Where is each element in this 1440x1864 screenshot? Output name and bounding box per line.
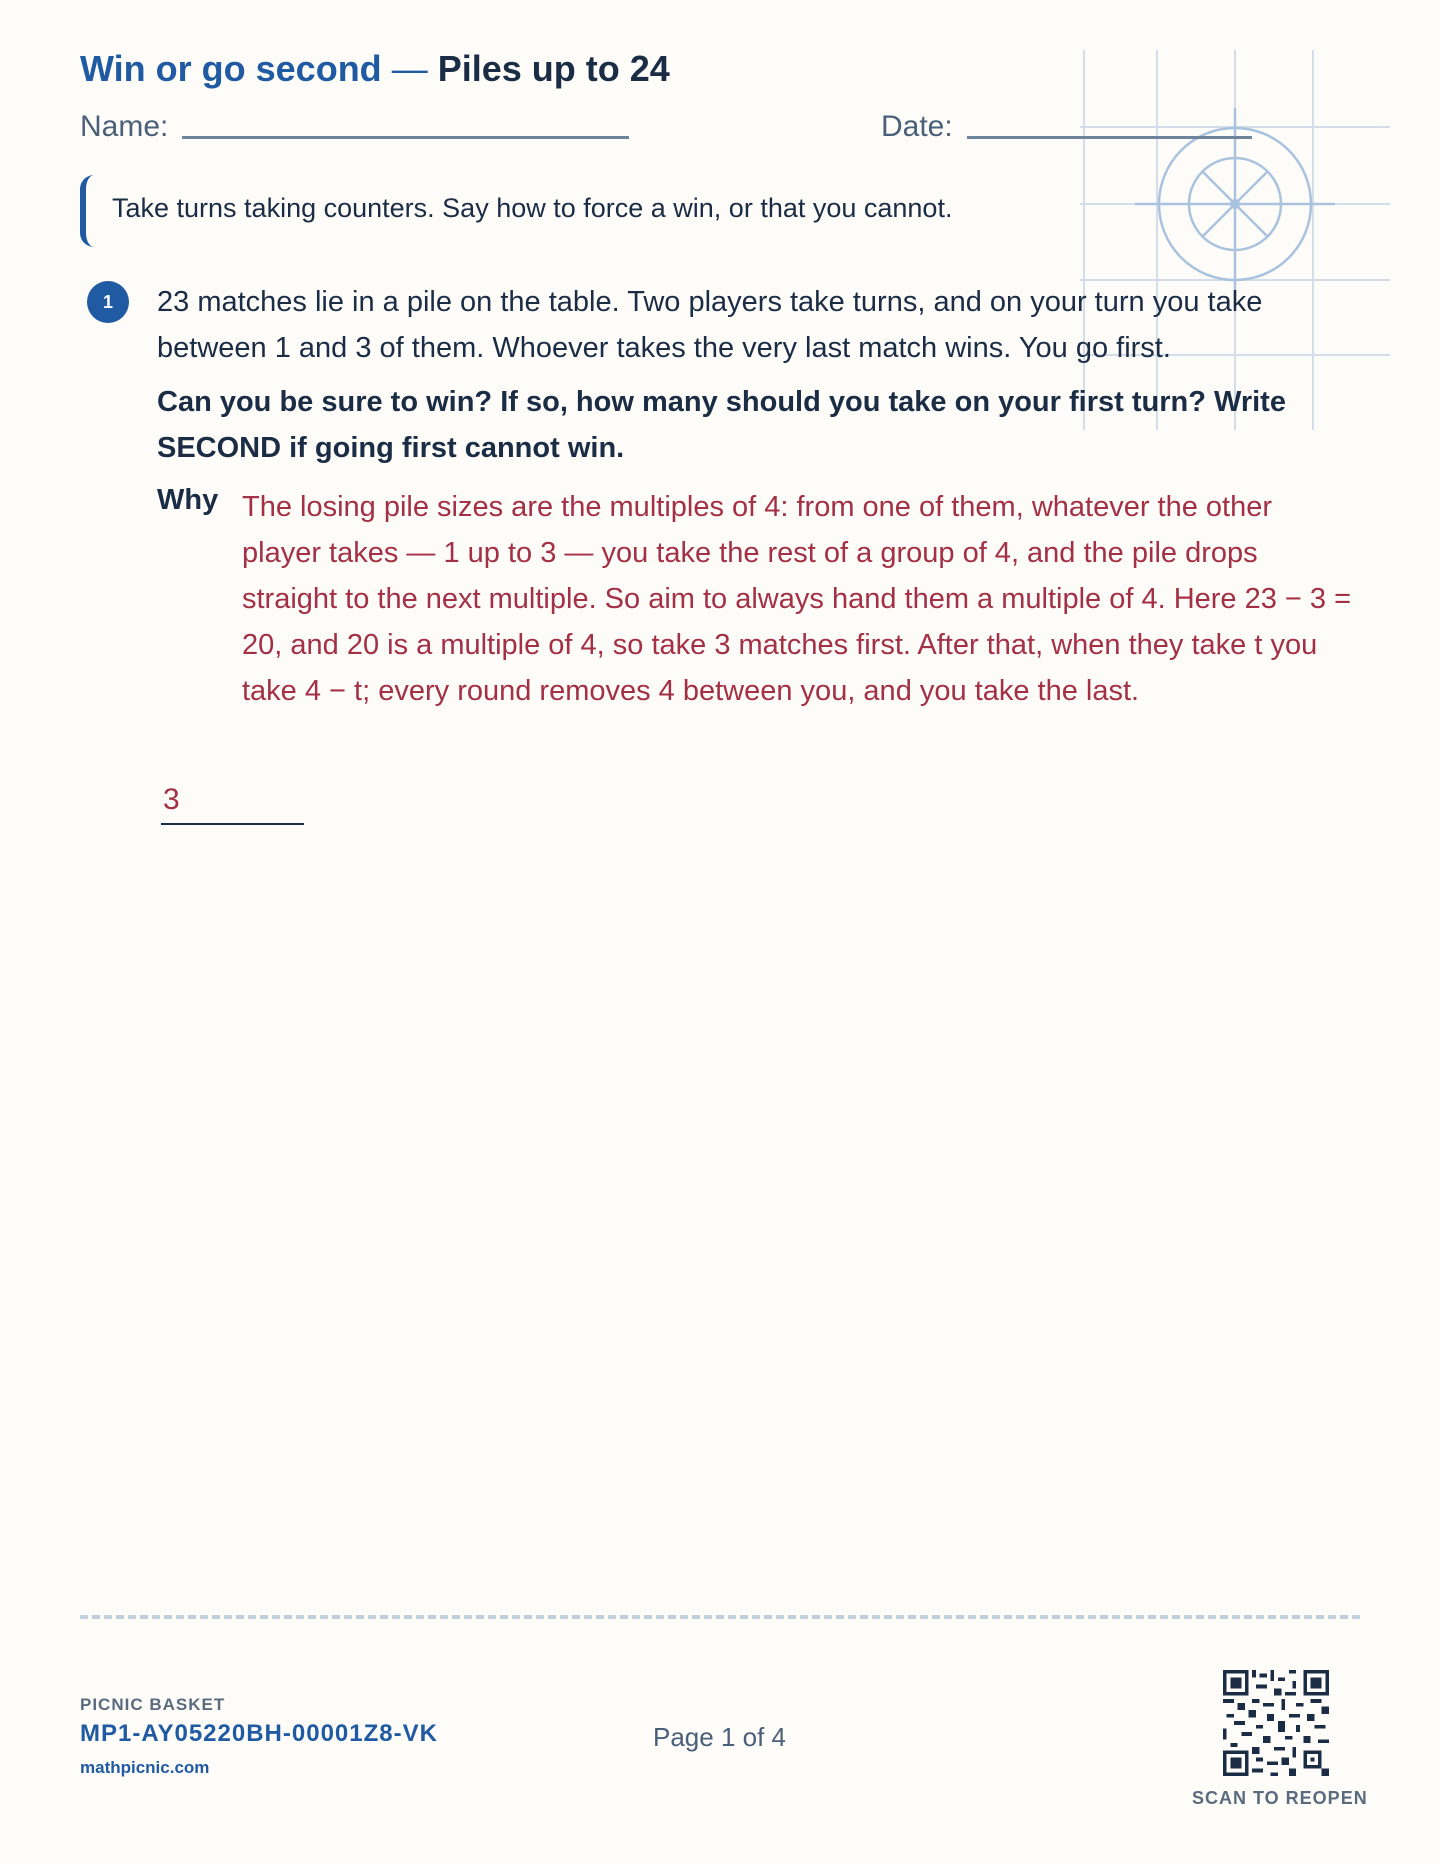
worksheet-code: MP1-AY05220BH-00001Z8-VK [80,1720,438,1747]
name-label: Name: [80,110,169,143]
question-prompt: Can you be sure to win? If so, how many should you take on your first turn? Write SECOND if going first cannot win. [157,386,1286,464]
title-secondary: Piles up to 24 [437,48,670,89]
instruction-text: Take turns taking counters. Say how to force a win, or that you cannot. [112,193,953,223]
name-field[interactable] [182,136,629,139]
question-text: 23 matches lie in a pile on the table. Two players take turns, and on your turn you take between 1 and 3 of them. Whoever takes the very last match wins. You go first. [157,286,1263,364]
why-explanation: The losing pile sizes are the multiples of 4: from one of them, whatever the other player takes — 1 up to 3 — you take the rest of a group of 4, and the pile drops straight to the next multiple. So aim to always hand them a multiple of 4. Here 23 − 3 = 20, and 20 is a multiple of 4, so take 3 matches first. After that, when they take t you take 4 − t; every round removes 4 between you, and you take the last. [242,491,1352,707]
page-number: Page 1 of 4 [653,1722,786,1752]
site-link[interactable]: mathpicnic.com [80,1758,210,1777]
target-grid-icon [1080,50,1390,430]
title-separator: — [381,48,438,89]
brand-label: PICNIC BASKET [80,1695,226,1714]
question-number-badge: 1 [87,281,129,323]
page-title [80,48,670,90]
title-primary: Win or go second [80,48,382,89]
instruction-box [80,175,1066,247]
scan-label: SCAN TO REOPEN [1192,1788,1368,1808]
footer-divider [80,1615,1360,1619]
answer-field[interactable]: 3 [161,783,304,825]
date-field[interactable] [967,136,1252,139]
date-label: Date: [881,110,953,143]
qr-code-icon[interactable] [1223,1670,1329,1776]
why-label: Why [157,484,219,516]
